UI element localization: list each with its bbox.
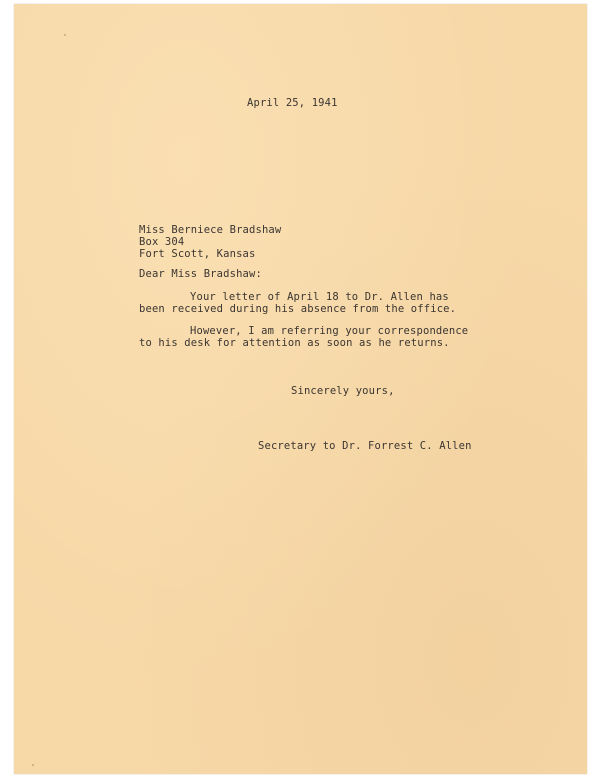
paragraph-1-line-1: Your letter of April 18 to Dr. Allen has <box>190 291 449 303</box>
closing: Sincerely yours, <box>291 385 395 397</box>
paragraph-1-line-2: been received during his absence from the office. <box>139 303 457 315</box>
paragraph-2-line-1: However, I am referring your correspondence <box>190 325 469 337</box>
paper-speck <box>64 34 66 36</box>
paper-speck <box>32 764 34 766</box>
recipient-city: Fort Scott, Kansas <box>139 248 256 260</box>
recipient-name: Miss Berniece Bradshaw <box>139 224 282 236</box>
recipient-box: Box 304 <box>139 236 185 248</box>
signature-line: Secretary to Dr. Forrest C. Allen <box>258 440 472 452</box>
letter-date: April 25, 1941 <box>247 97 338 109</box>
paragraph-2-line-2: to his desk for attention as soon as he returns. <box>139 337 450 349</box>
salutation: Dear Miss Bradshaw: <box>139 268 262 280</box>
